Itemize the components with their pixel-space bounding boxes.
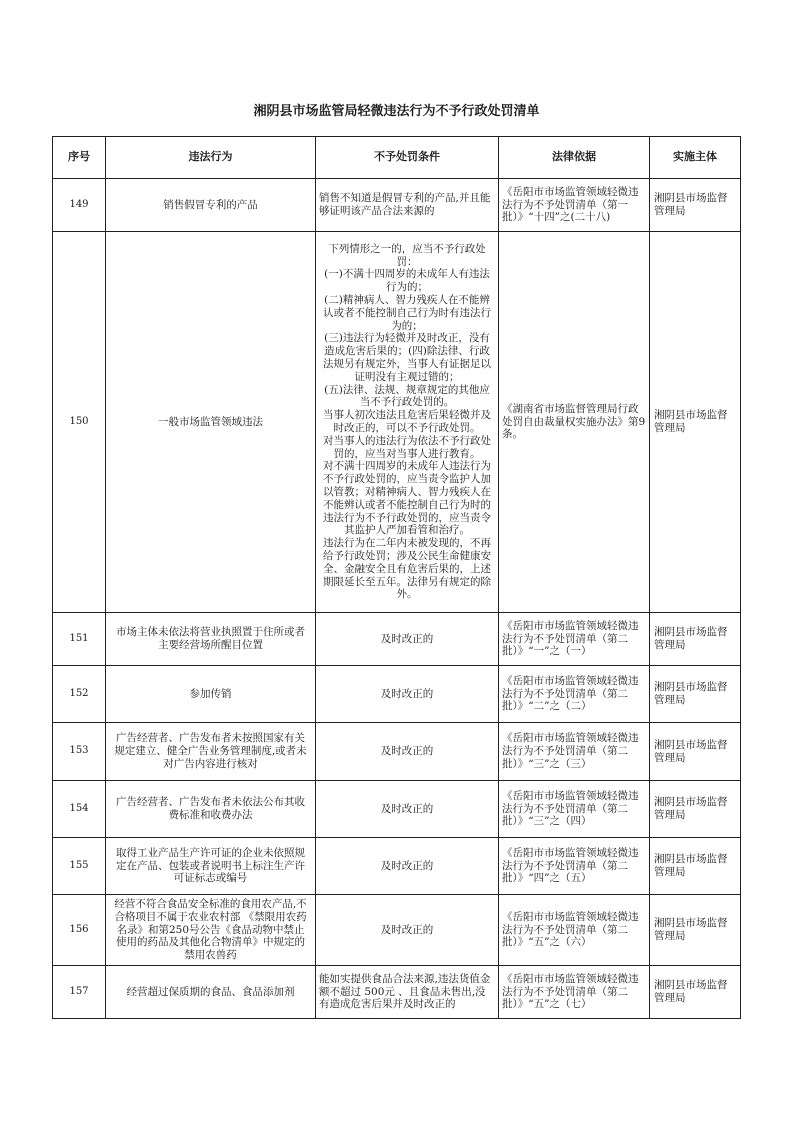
cond-paragraph: 对不满十四周岁的未成年人违法行为不予行政处罚的，应当责令监护人加以管教；对精神病人、智力残疾人在不能辨认或者不能控制自己行为时的违法行为不予行政处罚的，应当责令其监护人严加看管和治疗。: [323, 460, 491, 537]
cond-paragraph: (一)不满十四周岁的未成年人有违法行为的；: [324, 268, 490, 294]
row-seq: 150: [53, 232, 106, 613]
row-auth: 湘阴县市场监督管理局: [650, 838, 741, 895]
table-row: [53, 895, 741, 966]
cond-paragraph: 当事人初次违法且危害后果轻微并及时改正的，可以不予行政处罚。: [323, 409, 491, 434]
row-auth: 湘阴县市场监督管理局: [650, 232, 741, 613]
row-cond: [316, 232, 499, 613]
row-cond: 及时改正的: [316, 781, 499, 838]
row-auth: 湘阴县市场监督管理局: [650, 966, 741, 1019]
header-cond: 不予处罚条件: [316, 137, 499, 179]
row-law: 《岳阳市市场监管领域轻微违法行为不予处罚清单（第二批）》“五”之（六）: [499, 895, 650, 966]
row-act: 参加传销: [106, 666, 316, 723]
penalty-exemption-table: [52, 136, 741, 1019]
row-cond: 销售不知道是假冒专利的产品,并且能够证明该产品合法来源的: [316, 179, 499, 232]
row-act: 市场主体未依法将营业执照置于住所或者主要经营场所醒目位置: [106, 613, 316, 666]
table-row: [53, 781, 741, 838]
row-cond: 及时改正的: [316, 613, 499, 666]
row-seq: 149: [53, 179, 106, 232]
row-auth: 湘阴县市场监督管理局: [650, 781, 741, 838]
row-act: 广告经营者、广告发布者未依法公布其收费标准和收费办法: [106, 781, 316, 838]
row-seq: 151: [53, 613, 106, 666]
row-cond: 能如实提供食品合法来源,违法货值金额不超过 500元 、且食品未售出,没有造成危害后果并及时改正的: [316, 966, 499, 1019]
row-auth: 湘阴县市场监督管理局: [650, 613, 741, 666]
table-row: [53, 838, 741, 895]
cond-paragraph: (五)法律、法规、规章规定的其他应当不予行政处罚的。: [324, 383, 490, 409]
row-auth: 湘阴县市场监督管理局: [650, 723, 741, 781]
page-title: 湘阴县市场监管局轻微违法行为不予行政处罚清单: [253, 104, 540, 119]
row-act: 广告经营者、广告发布者未按照国家有关规定建立、健全广告业务管理制度,或者未对广告内容进行核对: [106, 723, 316, 781]
table-row: [53, 613, 741, 666]
row-law: 《岳阳市市场监管领域轻微违法行为不予处罚清单（第二批）》“二”之（二）: [499, 666, 650, 723]
row-cond: 及时改正的: [316, 666, 499, 723]
row-seq: 153: [53, 723, 106, 781]
table-row: [53, 179, 741, 232]
header-law: 法律依据: [499, 137, 650, 179]
cond-paragraph: (三)违法行为轻微并及时改正，没有造成危害后果的；(四)除法律、行政法规另有规定外，当事人有证据足以证明没有主观过错的；: [323, 332, 491, 383]
row-act: 经营超过保质期的食品、食品添加剂: [106, 966, 316, 1019]
row-law: 《湖南省市场监督管理局行政处罚自由裁量权实施办法》第9条。: [499, 232, 650, 613]
row-seq: 156: [53, 895, 106, 966]
header-row: [53, 137, 741, 179]
row-cond: 及时改正的: [316, 723, 499, 781]
row-act: 取得工业产品生产许可证的企业未依照规定在产品、包装或者说明书上标注生产许可证标志或编号: [106, 838, 316, 895]
row-law: 《岳阳市市场监管领域轻微违法行为不予处罚清单（第二批）》“三”之（四）: [499, 781, 650, 838]
row-act: 销售假冒专利的产品: [106, 179, 316, 232]
table-row: [53, 966, 741, 1019]
table-row: [53, 232, 741, 613]
row-law: 《岳阳市市场监管领域轻微违法行为不予处罚清单（第二批）》“五”之（七）: [499, 966, 650, 1019]
row-act: 一般市场监管领域违法: [106, 232, 316, 613]
row-auth: 湘阴县市场监督管理局: [650, 179, 741, 232]
row-act: 经营不符合食品安全标准的食用农产品,不合格项目不属于农业农村部 《禁限用农药名录》和第250号公告《食品动物中禁止使用的药品及其他化合物清单》中规定的禁用农兽药: [106, 895, 316, 966]
row-auth: 湘阴县市场监督管理局: [650, 895, 741, 966]
row-seq: 157: [53, 966, 106, 1019]
row-seq: 155: [53, 838, 106, 895]
row-law: 《岳阳市市场监管领域轻微违法行为不予处罚清单（第二批）》“四”之（五）: [499, 838, 650, 895]
row-law: 《岳阳市市场监管领域轻微违法行为不予处罚清单（第二批）》“三”之（三）: [499, 723, 650, 781]
row-auth: 湘阴县市场监督管理局: [650, 666, 741, 723]
row-seq: 152: [53, 666, 106, 723]
row-seq: 154: [53, 781, 106, 838]
header-seq: 序号: [53, 137, 106, 179]
header-auth: 实施主体: [650, 137, 741, 179]
header-act: 违法行为: [106, 137, 316, 179]
row-law: 《岳阳市市场监管领域轻微违法行为不予处罚清单（第二批）》“一”之（一）: [499, 613, 650, 666]
cond-paragraph: 违法行为在二年内未被发现的，不再给予行政处罚；涉及公民生命健康安全、金融安全且有危害后果的，上述期限延长至五年。法律另有规定的除外。: [323, 537, 491, 601]
cond-paragraph: (二)精神病人、智力残疾人在不能辨认或者不能控制自己行为时有违法行为的；: [323, 294, 491, 332]
table-row: [53, 723, 741, 781]
row-cond: 及时改正的: [316, 895, 499, 966]
cond-paragraph: 下列情形之一的，应当不予行政处罚：: [328, 242, 486, 268]
table-row: [53, 666, 741, 723]
cond-paragraph: 对当事人的违法行为依法不予行政处罚的，应当对当事人进行教育。: [323, 434, 491, 460]
row-cond: 及时改正的: [316, 838, 499, 895]
row-law: 《岳阳市市场监管领域轻微违法行为不予处罚清单（第一批）》“十四”之(二十八): [499, 179, 650, 232]
